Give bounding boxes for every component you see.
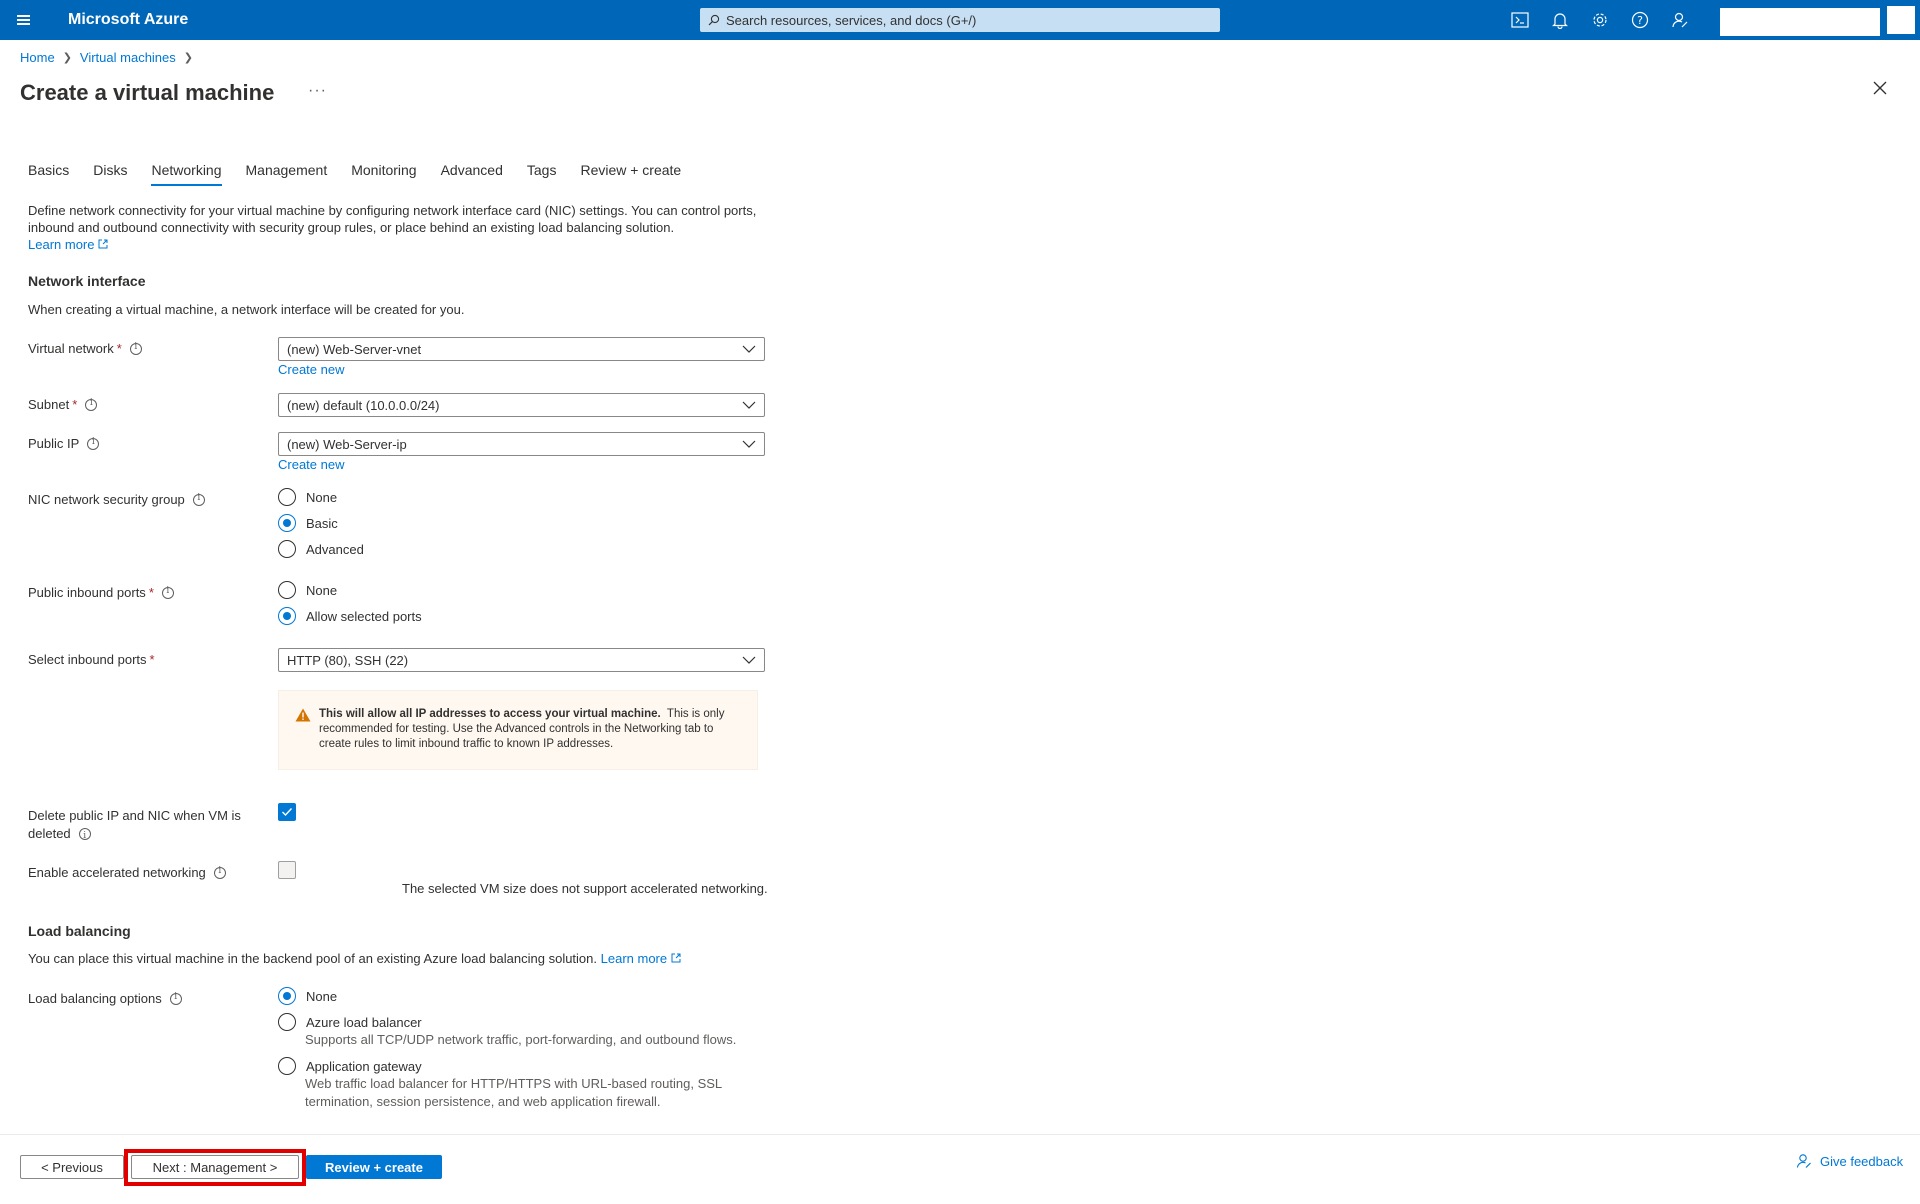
feedback-icon (1796, 1153, 1812, 1169)
cloud-shell-icon[interactable] (1508, 8, 1532, 32)
breadcrumb (20, 50, 201, 65)
info-icon[interactable] (162, 587, 174, 599)
nsg-radio-advanced[interactable]: Advanced (278, 540, 364, 558)
public-inbound-ports-label: Public inbound ports * i (28, 585, 174, 600)
info-icon[interactable] (170, 993, 182, 1005)
info-icon[interactable] (193, 494, 205, 506)
external-link-icon (671, 953, 681, 963)
chevron-down-icon (742, 654, 756, 666)
feedback-icon[interactable] (1668, 8, 1692, 32)
checkmark-icon (279, 804, 295, 820)
warning-bold-text: This will allow all IP addresses to access your virtual machine. (319, 708, 661, 720)
lb-appgw-description: Web traffic load balancer for HTTP/HTTPS with URL-based routing, SSL termination, session persistence, and web application firewall. (305, 1076, 723, 1109)
nsg-label: NIC network security group i (28, 492, 205, 507)
more-options-icon[interactable]: ··· (308, 82, 327, 99)
chevron-down-icon (742, 438, 756, 450)
lb-radio-azure-load-balancer[interactable]: Azure load balancer (278, 1013, 422, 1031)
tab-management[interactable]: Management (245, 162, 328, 178)
delete-ip-nic-label: Delete public IP and NIC when VM is deleted i (28, 807, 241, 843)
public-ip-dropdown[interactable]: (new) Web-Server-ip (278, 432, 765, 456)
accelerated-networking-label: Enable accelerated networking i (28, 865, 226, 880)
search-icon (708, 14, 720, 26)
page-title: Create a virtual machine (20, 80, 275, 105)
nsg-radio-none[interactable]: None (278, 488, 337, 506)
search-input[interactable] (726, 13, 1206, 28)
highlight-box (124, 1149, 306, 1186)
chevron-down-icon (742, 343, 756, 355)
menu-icon[interactable] (12, 10, 36, 30)
warning-text-3: create rules to limit inbound traffic to known IP addresses. (319, 738, 614, 750)
lb-azure-description: Supports all TCP/UDP network traffic, port-forwarding, and outbound flows. (305, 1032, 737, 1047)
account-name-box[interactable] (1720, 8, 1880, 36)
nsg-radio-basic[interactable]: Basic (278, 514, 338, 532)
previous-button[interactable]: < Previous (20, 1155, 124, 1179)
accelerated-networking-checkbox[interactable] (278, 861, 296, 879)
subnet-dropdown[interactable]: (new) default (10.0.0.0/24) (278, 393, 765, 417)
breadcrumb-home[interactable]: Home (20, 50, 55, 65)
tab-advanced[interactable]: Advanced (440, 162, 503, 178)
tab-monitoring[interactable]: Monitoring (351, 162, 417, 178)
gear-icon[interactable] (1588, 8, 1612, 32)
avatar[interactable] (1887, 6, 1915, 34)
chevron-down-icon (742, 399, 756, 411)
external-link-icon (98, 239, 108, 249)
review-create-button[interactable]: Review + create (306, 1155, 442, 1179)
info-icon[interactable] (85, 399, 97, 411)
tab-networking[interactable]: Networking (151, 162, 221, 186)
inbound-radio-allow-selected[interactable]: Allow selected ports (278, 607, 422, 625)
info-icon[interactable] (214, 867, 226, 879)
warning-icon (295, 708, 311, 722)
warning-text-2: recommended for testing. Use the Advanced controls in the Networking tab to (319, 723, 714, 735)
svg-text:?: ? (1637, 14, 1643, 27)
intro-line-2: inbound and outbound connectivity with security group rules, or place behind an existing load balancing solution. (28, 220, 675, 235)
footer-divider (0, 1134, 1920, 1135)
virtual-network-label: Virtual network * i (28, 341, 142, 356)
load-balancing-options-label: Load balancing options i (28, 991, 182, 1006)
help-icon[interactable] (1628, 8, 1652, 32)
intro-line-1: Define network connectivity for your virtual machine by configuring network interface card (NIC) settings. You can control ports, (28, 203, 757, 218)
tab-review-create[interactable]: Review + create (580, 162, 682, 178)
bell-icon[interactable] (1548, 8, 1572, 32)
brand-name[interactable]: Microsoft Azure (68, 11, 189, 28)
load-balancing-description: You can place this virtual machine in the backend pool of an existing Azure load balancing solution. Learn more (28, 951, 681, 966)
top-bar (0, 0, 1920, 40)
warning-box: This will allow all IP addresses to access your virtual machine. This is only recommended for testing. Use the Advanced controls in the Networking tab to create rules to limit inbound traffic to known IP addresses. (278, 690, 758, 770)
network-interface-title: Network interface (28, 273, 146, 289)
load-balancing-title: Load balancing (28, 923, 131, 939)
search-box[interactable] (700, 8, 1220, 32)
intro-text (28, 202, 756, 253)
give-feedback-link[interactable]: Give feedback (1796, 1153, 1903, 1169)
load-balancing-learn-more-link[interactable]: Learn more (601, 951, 681, 966)
select-inbound-ports-label: Select inbound ports * (28, 652, 155, 667)
select-inbound-ports-dropdown[interactable]: HTTP (80), SSH (22) (278, 648, 765, 672)
accelerated-networking-note: The selected VM size does not support accelerated networking. (402, 881, 768, 896)
tab-bar (28, 162, 705, 186)
info-icon[interactable] (87, 438, 99, 450)
lb-radio-none[interactable]: None (278, 987, 337, 1005)
close-icon[interactable] (1873, 81, 1887, 98)
network-interface-description: When creating a virtual machine, a network interface will be created for you. (28, 302, 465, 317)
tab-tags[interactable]: Tags (526, 162, 557, 178)
create-new-vnet-link[interactable]: Create new (278, 362, 345, 377)
delete-ip-nic-checkbox[interactable] (278, 803, 296, 821)
create-new-public-ip-link[interactable]: Create new (278, 457, 345, 472)
info-icon[interactable] (130, 343, 142, 355)
inbound-radio-none[interactable]: None (278, 581, 337, 599)
chevron-right-icon: ❯ (62, 52, 72, 64)
subnet-label: Subnet * i (28, 397, 97, 412)
virtual-network-dropdown[interactable]: (new) Web-Server-vnet (278, 337, 765, 361)
learn-more-link[interactable]: Learn more (28, 237, 108, 252)
public-ip-label: Public IP i (28, 436, 99, 451)
breadcrumb-virtual-machines[interactable]: Virtual machines (79, 50, 176, 65)
lb-radio-application-gateway[interactable]: Application gateway (278, 1057, 422, 1075)
chevron-right-icon: ❯ (183, 52, 193, 64)
tab-disks[interactable]: Disks (93, 162, 128, 178)
tab-basics[interactable]: Basics (28, 162, 70, 178)
info-icon[interactable] (79, 828, 91, 840)
next-management-button[interactable]: Next : Management > (131, 1155, 299, 1179)
